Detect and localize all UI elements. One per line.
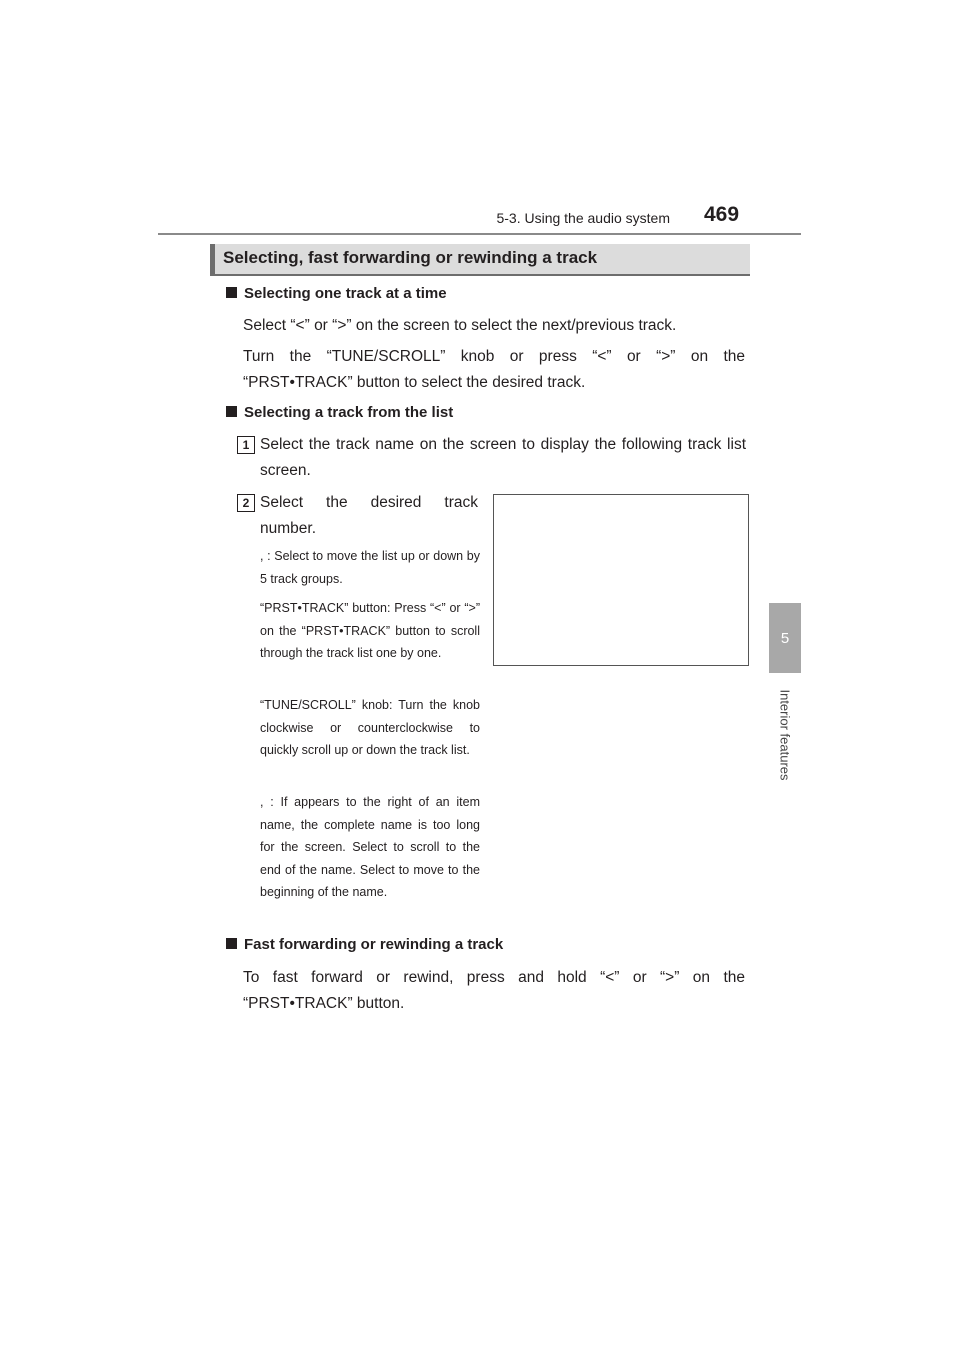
subheading-fast-forward <box>226 936 503 953</box>
section-title-box <box>210 244 750 274</box>
note-list-buttons: , : Select to move the list up or down by 5 track groups. <box>260 549 480 586</box>
square-bullet-icon <box>226 406 237 417</box>
section-title: Selecting, fast forwarding or rewinding a track <box>223 248 598 267</box>
step-2-text: Select the desired track number. <box>260 494 478 537</box>
running-header-section: 5-3. Using the audio system <box>496 210 670 226</box>
paragraph-one-track-1: Select “<” or “>” on the screen to select the next/previous track. <box>243 317 677 334</box>
note-prst-track: “PRST•TRACK” button: Press “<” or “>” on the “PRST•TRACK” button to scroll through the track list one by one. <box>260 601 480 660</box>
paragraph-one-track-2: Turn the “TUNE/SCROLL” knob or press “<” or “>” on the “PRST•TRACK” button to select the desired track. <box>243 348 745 391</box>
header-divider <box>158 233 801 235</box>
subheading-from-list-text: Selecting a track from the list <box>244 404 454 421</box>
subheading-from-list <box>226 404 453 421</box>
track-list-screen-image <box>493 494 749 666</box>
note-tune-scroll: “TUNE/SCROLL” knob: Turn the knob clockwise or counterclockwise to quickly scroll up or down the track list. <box>260 698 480 757</box>
paragraph-fast-forward: To fast forward or rewind, press and hold “<” or “>” on the “PRST•TRACK” button. <box>243 969 745 1012</box>
square-bullet-icon <box>226 938 237 949</box>
chapter-label <box>769 680 801 790</box>
chapter-label-text: Interior features <box>777 689 793 781</box>
step-1-text: Select the track name on the screen to display the following track list screen. <box>260 436 746 479</box>
subheading-fast-forward-text: Fast forwarding or rewinding a track <box>244 936 504 953</box>
chapter-number: 5 <box>780 630 790 647</box>
step-number-1: 1 <box>237 436 255 454</box>
step-number-2: 2 <box>237 494 255 512</box>
square-bullet-icon <box>226 287 237 298</box>
subheading-one-track <box>226 285 447 302</box>
page-number: 469 <box>704 203 740 226</box>
note-long-name: , : If appears to the right of an item name, the complete name is too long for the screen. Select to scroll to the end of the name. Select to move to the beginning of the name. <box>260 795 480 899</box>
subheading-one-track-text: Selecting one track at a time <box>244 285 447 302</box>
chapter-tab <box>769 603 801 673</box>
